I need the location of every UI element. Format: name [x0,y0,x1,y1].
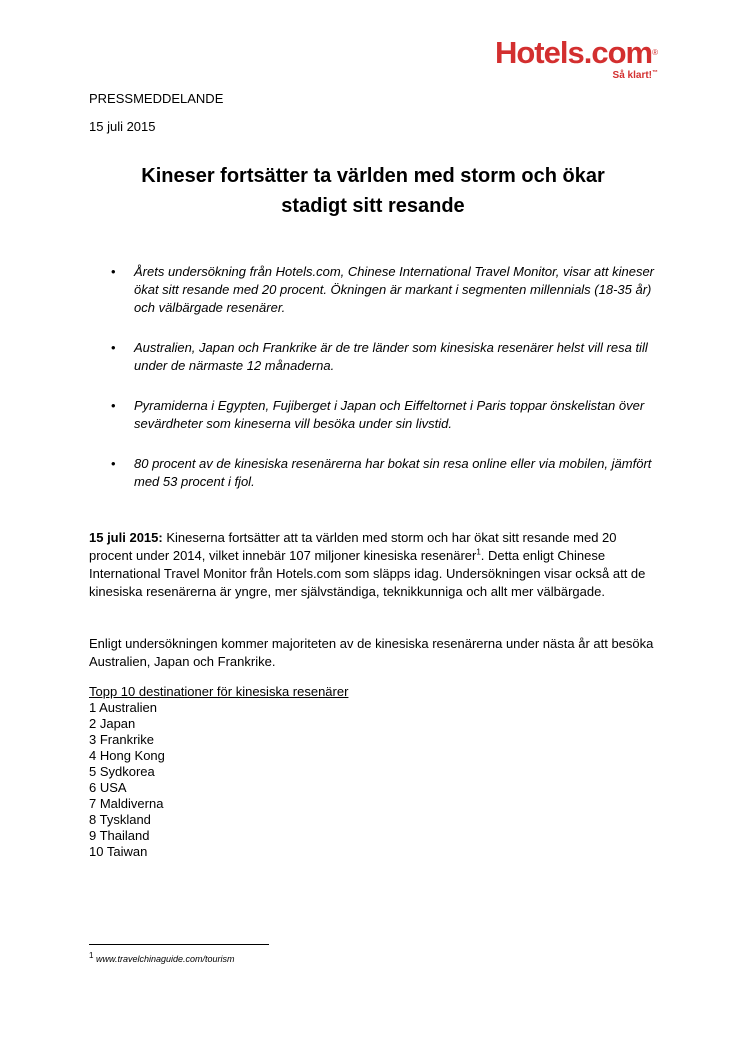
footnote-ref: 1 [476,547,481,557]
list-item: 3 Frankrike [89,732,155,747]
logo-tagline: Så klart!™ [612,70,658,81]
body-paragraph-2: Enligt undersökningen kommer majoriteten av de kinesiska resenärerna under nästa år att besöka Australien, Japan och Frankrike. [89,636,654,669]
bullet-item: • Årets undersökning från Hotels.com, Chinese International Travel Monitor, visar att kineser ökat sitt resande med 20 procent. Ökningen är markant i segmenten millennials (18-35 år) och välbärgade resenärer. [111,264,654,315]
bullet-dot-icon: • [111,340,116,355]
summary-bullets [89,263,659,513]
bullet-item: • 80 procent av de kinesiska resenärerna har bokat sin resa online eller via mobilen, jämfört med 53 procent i fjol. [111,456,652,489]
list-item: 9 Thailand [89,828,150,843]
list-item: 7 Maldiverna [89,796,164,811]
list-item: 8 Tyskland [89,812,151,827]
bullet-item: • Pyramiderna i Egypten, Fujiberget i Japan och Eiffeltornet i Paris toppar önskelistan över sevärdheter som kineserna vill besöka under sin livstid. [111,398,645,431]
body-paragraph-1: 15 juli 2015: Kineserna fortsätter att ta världen med storm och har ökat sitt resande med 20 procent under 2014, vilket innebär 107 miljoner kinesiska resenärer$^1$. Detta enligt Chinese International Travel Monitor från Hotels.com som släpps idag. Undersökningen visar också att de kinesiska resenärerna är yngre, mer självständiga, teknikkunniga och allt mer välbärgade. [89,530,646,599]
bullet-item: • Australien, Japan och Frankrike är de tre länder som kinesiska resenärer helst vill resa till under de närmaste 12 månaderna. [111,340,648,373]
hotels-logo [495,36,658,81]
list-item: 1 Australien [89,700,157,715]
document-label: PRESSMEDDELANDE [89,91,224,106]
list-item: 10 Taiwan [89,844,148,859]
headline-line-1: Kineser fortsätter ta världen med storm och ökar [141,165,605,187]
top10-heading: Topp 10 destinationer för kinesiska resenärer [89,684,349,699]
headline-line-2: stadigt sitt resande [281,195,465,217]
bullet-dot-icon: • [111,398,116,413]
footnote-divider [89,944,269,945]
list-item: 2 Japan [89,716,136,731]
list-item: 6 USA [89,780,127,795]
list-item: 4 Hong Kong [89,748,165,763]
logo-wordmark: Hotels.com® [494,35,658,70]
list-item: 5 Sydkorea [89,764,155,779]
bullet-dot-icon: • [111,264,116,279]
document-date: 15 juli 2015 [89,119,156,134]
footnote-link[interactable]: www.travelchinaguide.com/tourism [95,954,235,964]
bullet-dot-icon: • [111,456,116,471]
top10-list [89,684,659,860]
headline [89,161,657,221]
footnote: $^1$ www.travelchinaguide.com/tourism [89,951,235,964]
